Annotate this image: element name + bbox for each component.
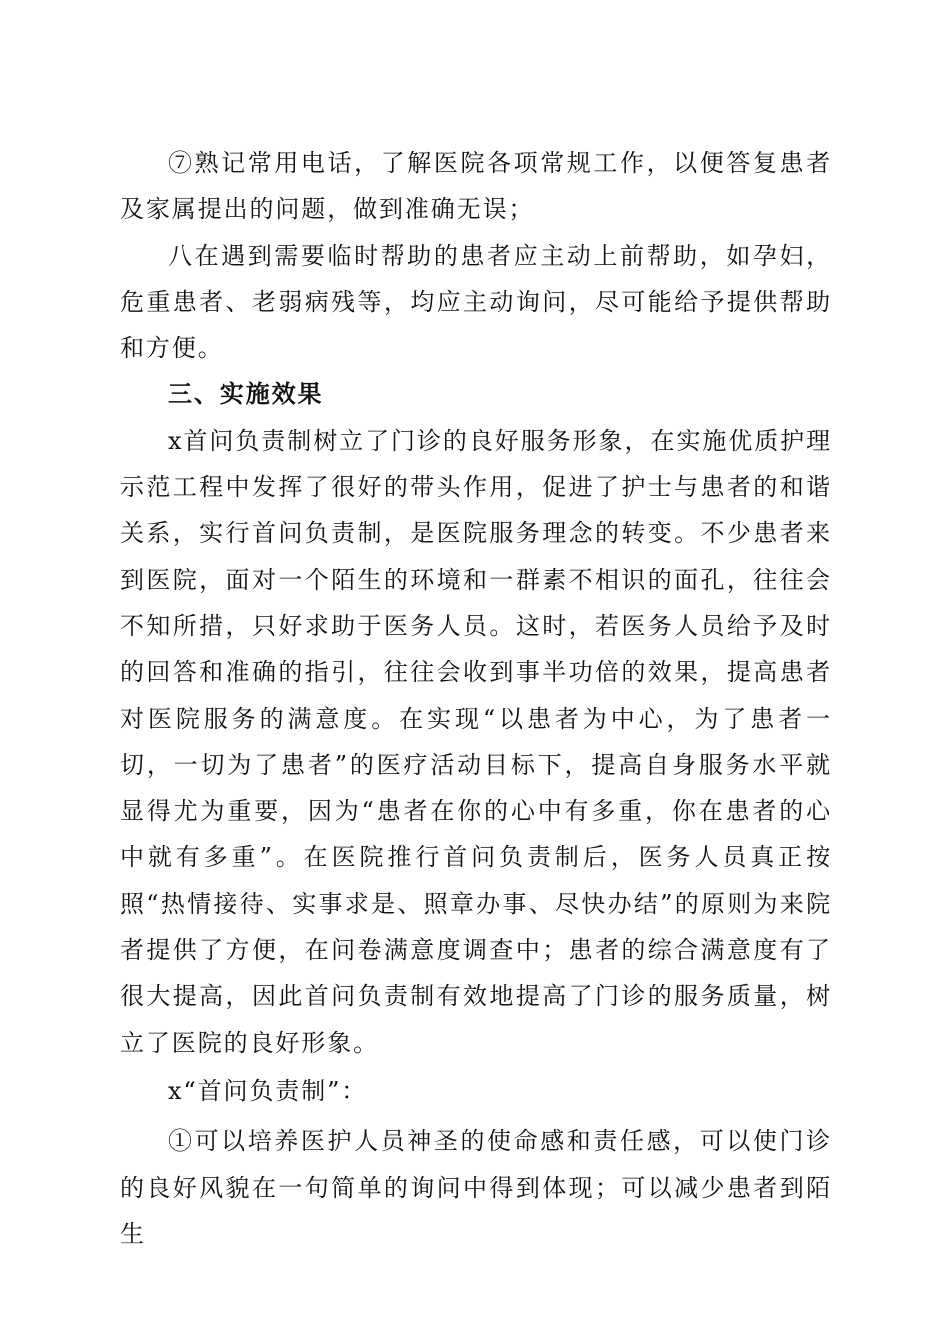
paragraph-first-inquiry-title: x“首问负责制”： (168, 1076, 368, 1105)
paragraph-benefit-one: ①可以培养医护人员神圣的使命感和责任感，可以使门诊的良好风貌在一句简单的询问中得到体现；可以减少患者到陌生 (120, 1127, 832, 1248)
document-body (120, 140, 832, 1257)
paragraph-implementation-effect: x首问负责制树立了门诊的良好服务形象，在实施优质护理示范工程中发挥了很好的带头作用，促进了护士与患者的和谐关系，实行首问负责制，是医院服务理念的转变。不少患者来到医院，面对一个陌生的环境和一群素不相识的面孔，往往会不知所措，只好求助于医务人员。这时，若医务人员给予及时的回答和准确的指引，往往会收到事半功倍的效果，提高患者对医院服务的满意度。在实现“以患者为中心，为了患者一切，一切为了患者”的医疗活动目标下，提高自身服务水平就显得尤为重要，因为“患者在你的心中有多重，你在患者的心中就有多重”。在医院推行首问负责制后，医务人员真正按照“热情接待、实事求是、照章办事、尽快办结”的原则为来院者提供了方便，在问卷满意度调查中；患者的综合满意度有了很大提高，因此首问负责制有效地提高了门诊的服务质量，树立了医院的良好形象。 (120, 426, 832, 1057)
paragraph-help-patients: 八在遇到需要临时帮助的患者应主动上前帮助，如孕妇，危重患者、老弱病残等，均应主动询问，尽可能给予提供帮助和方便。 (120, 241, 832, 363)
section-heading-implementation-effect: 三、实施效果 (168, 380, 324, 409)
paragraph-memorize-phone-numbers: ⑦熟记常用电话，了解医院各项常规工作，以便答复患者及家属提出的问题，做到准确无误； (120, 149, 832, 224)
